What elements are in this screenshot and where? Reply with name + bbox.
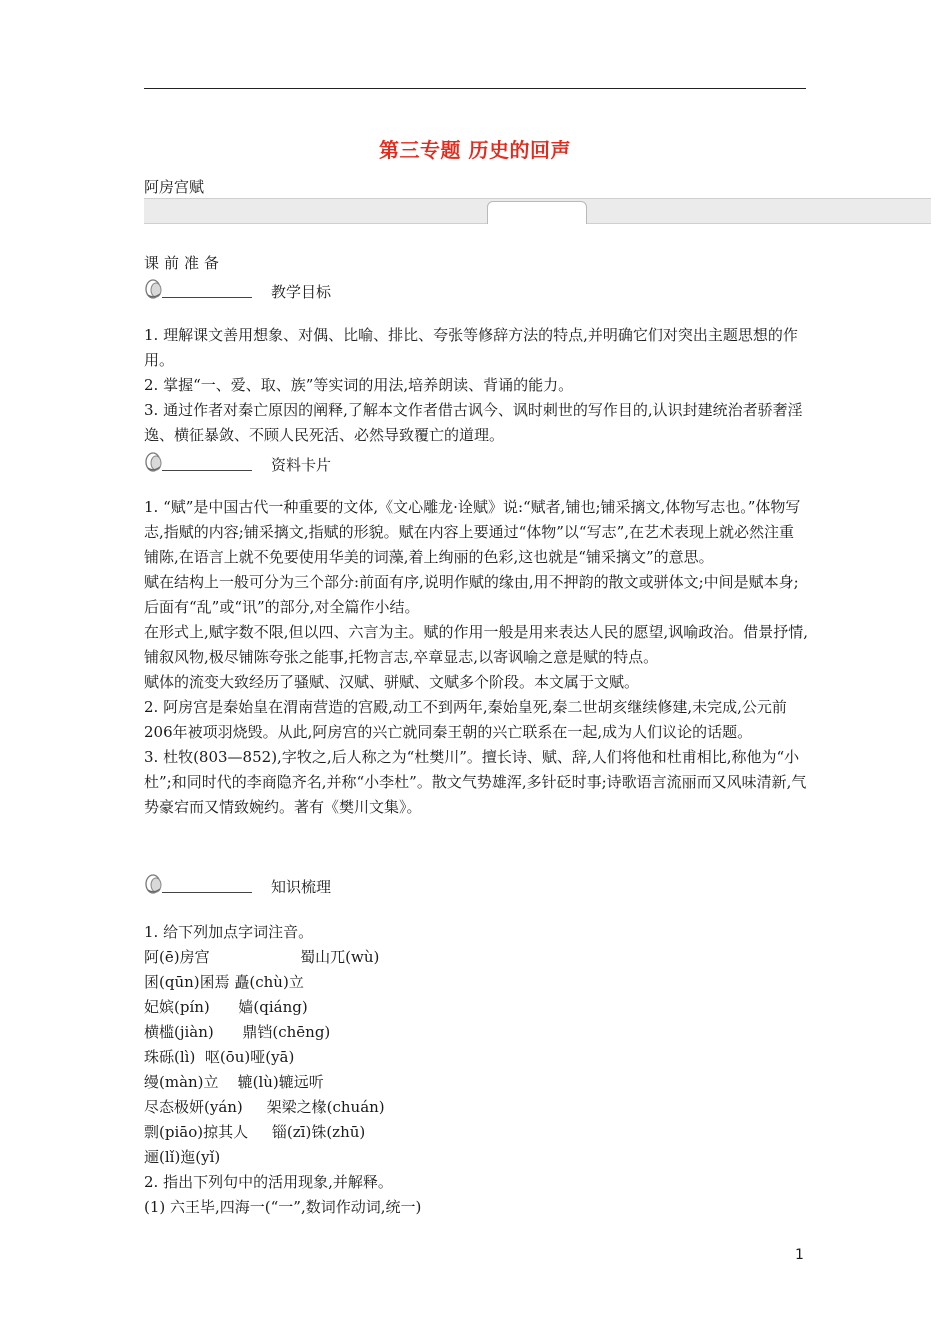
section-label-goals: 教学目标	[271, 283, 332, 301]
section-header-knowledge	[144, 872, 544, 898]
header-rule	[144, 88, 806, 89]
section-header-materials	[144, 450, 544, 476]
pinyin-row: 逦(lǐ)迤(yǐ)	[144, 1148, 221, 1166]
pinyin-row: 横槛(jiàn) 鼎铛(chēng)	[144, 1023, 331, 1041]
tab-active[interactable]	[487, 201, 587, 224]
question-1: 1. 给下列加点字词注音。	[144, 923, 314, 941]
section-label-materials: 资料卡片	[271, 456, 332, 474]
question-2: 2. 指出下列句中的活用现象,并解释。	[144, 1173, 393, 1191]
goal-item: 2. 掌握“一、爱、取、族”等实词的用法,培养朗读、背诵的能力。	[144, 376, 574, 394]
material-paragraph: 赋在结构上一般可分为三个部分:前面有序,说明作赋的缘由,用不押韵的散文或骈体文;中间是赋本身;后面有“乱”或“讯”的部分,对全篇作小结。	[144, 573, 799, 616]
section-label-knowledge: 知识梳理	[271, 878, 332, 896]
goal-item: 3. 通过作者对秦亡原因的阐释,了解本文作者借古讽今、讽时刺世的写作目的,认识封建统治者骄奢淫逸、横征暴敛、不顾人民死活、必然导致覆亡的道理。	[144, 401, 803, 444]
materials-list	[144, 495, 809, 820]
pinyin-row: 剽(piāo)掠其人 锱(zī)铢(zhū)	[144, 1123, 366, 1141]
goals-list	[144, 323, 809, 448]
material-paragraph: 2. 阿房宫是秦始皇在渭南营造的宫殿,动工不到两年,秦始皇死,秦二世胡亥继续修建,未完成,公元前206年被项羽烧毁。从此,阿房宫的兴亡就同秦王朝的兴亡联系在一起,成为人们议论的话题。	[144, 698, 787, 741]
pinyin-row: 阿(ē)房宫 蜀山兀(wù)	[144, 948, 380, 966]
page-title: 第三专题 历史的回声	[379, 138, 571, 162]
material-paragraph: 1. “赋”是中国古代一种重要的文体,《文心雕龙·诠赋》说:“赋者,铺也;铺采摛文,体物写志也。”体物写志,指赋的内容;铺采摛文,指赋的形貌。赋在内容上要通过“体物”以“写志”,在艺术表现上就必然注重铺陈,在语言上就不免要使用华美的词藻,着上绚丽的色彩,这也就是“铺采摛文”的意思。	[144, 498, 801, 566]
material-paragraph: 3. 杜牧(803—852),字牧之,后人称之为“杜樊川”。擅长诗、赋、辞,人们将他和杜甫相比,称他为“小杜”;和同时代的李商隐齐名,并称“小李杜”。散文气势雄浑,多针砭时事;诗歌语言流丽而又风味清新,气势豪宕而又情致婉约。著有《樊川文集》。	[144, 748, 807, 816]
knowledge-block	[144, 920, 809, 1220]
page-number: 1	[795, 1247, 804, 1263]
tab-bar	[144, 198, 931, 224]
goal-item: 1. 理解课文善用想象、对偶、比喻、排比、夸张等修辞方法的特点,并明确它们对突出主题思想的作用。	[144, 326, 798, 369]
pinyin-row: 囷(qūn)囷焉 矗(chù)立	[144, 973, 304, 991]
pinyin-row: 缦(màn)立 辘(lù)辘远听	[144, 1073, 324, 1091]
pinyin-row: 珠砾(lì) 呕(ōu)哑(yā)	[144, 1048, 295, 1066]
pinyin-row: 尽态极妍(yán) 架梁之椽(chuán)	[144, 1098, 385, 1116]
prep-heading: 课前准备	[144, 254, 225, 272]
section-header-goals	[144, 277, 544, 303]
lesson-title: 阿房宫赋	[144, 178, 205, 196]
material-paragraph: 赋体的流变大致经历了骚赋、汉赋、骈赋、文赋多个阶段。本文属于文赋。	[144, 673, 640, 691]
pinyin-row: 妃嫔(pín) 嫱(qiáng)	[144, 998, 308, 1016]
material-paragraph: 在形式上,赋字数不限,但以四、六言为主。赋的作用一般是用来表达人民的愿望,讽喻政治。借景抒情,铺叙风物,极尽铺陈夸张之能事,托物言志,卒章显志,以寄讽喻之意是赋的特点。	[144, 623, 809, 666]
question-2-item: (1) 六王毕,四海一(“一”,数词作动词,统一)	[144, 1198, 422, 1216]
